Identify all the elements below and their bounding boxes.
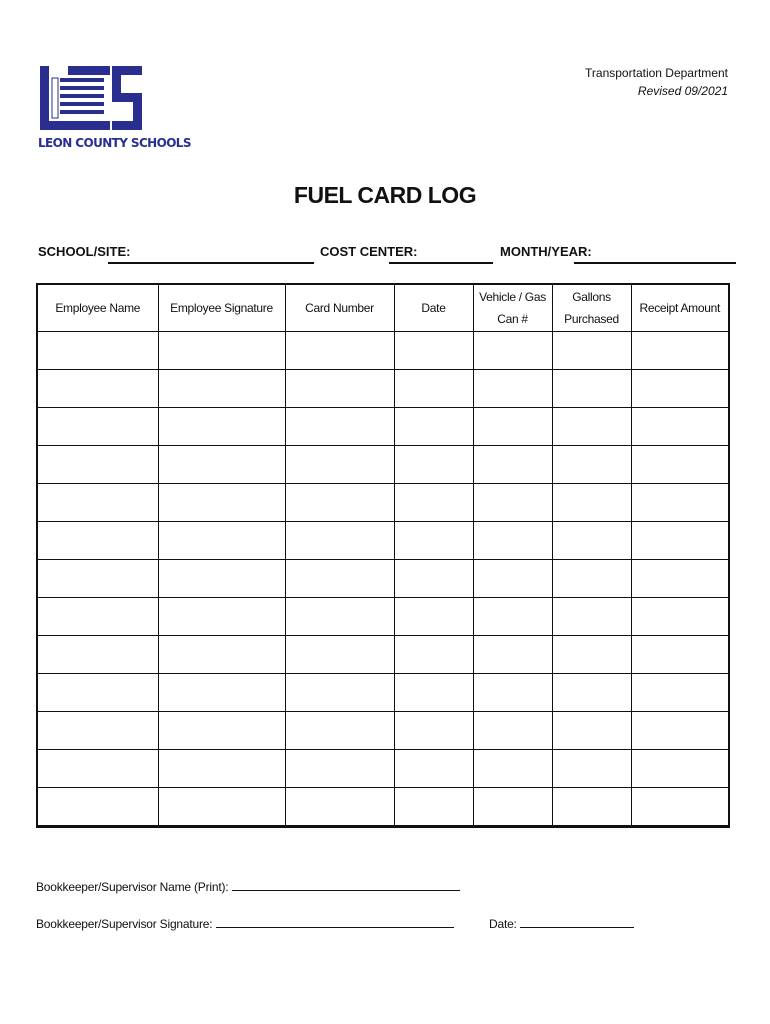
table-cell[interactable]: [37, 408, 158, 446]
table-cell[interactable]: [158, 332, 285, 370]
table-cell[interactable]: [158, 522, 285, 560]
supervisor-signature-line: [36, 917, 454, 931]
supervisor-name-label: Bookkeeper/Supervisor Name (Print):: [36, 880, 229, 894]
month-year-label: MONTH/YEAR:: [500, 244, 592, 259]
leon-county-schools-logo: [38, 64, 191, 152]
table-cell[interactable]: [158, 408, 285, 446]
col-employee-signature: Employee Signature: [158, 284, 285, 332]
table-cell[interactable]: [631, 750, 729, 788]
footer-date-line: [489, 917, 634, 931]
table-cell[interactable]: [473, 408, 552, 446]
table-body: [37, 332, 729, 827]
table-cell[interactable]: [394, 788, 473, 827]
table-cell[interactable]: [285, 370, 394, 408]
fuel-card-log-table: [36, 283, 730, 828]
table-cell[interactable]: [552, 788, 631, 827]
table-cell[interactable]: [631, 712, 729, 750]
cost-center-label: COST CENTER:: [320, 244, 418, 259]
table-cell[interactable]: [473, 522, 552, 560]
table-cell[interactable]: [158, 636, 285, 674]
table-cell[interactable]: [473, 332, 552, 370]
table-cell[interactable]: [285, 408, 394, 446]
table-cell[interactable]: [37, 560, 158, 598]
header-fields: [38, 240, 736, 268]
table-row: [37, 788, 729, 827]
col-employee-name: Employee Name: [37, 284, 158, 332]
table-cell[interactable]: [473, 674, 552, 712]
table-cell[interactable]: [158, 788, 285, 827]
col-date: Date: [394, 284, 473, 332]
table-cell[interactable]: [37, 484, 158, 522]
revision-date: Revised 09/2021: [637, 84, 728, 98]
table-cell[interactable]: [285, 750, 394, 788]
table-cell[interactable]: [285, 598, 394, 636]
table-cell[interactable]: [158, 712, 285, 750]
table-cell[interactable]: [37, 332, 158, 370]
table-cell[interactable]: [37, 674, 158, 712]
table-cell[interactable]: [631, 598, 729, 636]
table-cell[interactable]: [37, 446, 158, 484]
supervisor-name-line: [36, 880, 460, 894]
table-row: [37, 446, 729, 484]
table-row: [37, 560, 729, 598]
table-cell[interactable]: [552, 522, 631, 560]
table-cell[interactable]: [394, 636, 473, 674]
table-cell[interactable]: [37, 636, 158, 674]
table-row: [37, 522, 729, 560]
table-cell[interactable]: [394, 370, 473, 408]
table-cell[interactable]: [158, 560, 285, 598]
table-cell[interactable]: [552, 484, 631, 522]
form-title: FUEL CARD LOG: [293, 182, 477, 208]
supervisor-signature-field[interactable]: [216, 917, 454, 928]
table-cell[interactable]: [473, 788, 552, 827]
table-cell[interactable]: [285, 522, 394, 560]
table-cell[interactable]: [37, 712, 158, 750]
table-cell[interactable]: [158, 370, 285, 408]
table-cell[interactable]: [552, 712, 631, 750]
table-cell[interactable]: [158, 446, 285, 484]
table-cell[interactable]: [552, 750, 631, 788]
footer-date-field[interactable]: [520, 917, 634, 928]
logo-text: LEON COUNTY SCHOOLS: [38, 136, 191, 150]
table-cell[interactable]: [158, 598, 285, 636]
table-cell[interactable]: [631, 484, 729, 522]
col-card-number: Card Number: [285, 284, 394, 332]
table-cell[interactable]: [394, 712, 473, 750]
table-cell[interactable]: [631, 332, 729, 370]
col-gallons-purchased: Gallons Purchased: [552, 284, 631, 332]
table-cell[interactable]: [631, 674, 729, 712]
table-cell[interactable]: [631, 636, 729, 674]
table-row: [37, 484, 729, 522]
table-cell[interactable]: [473, 712, 552, 750]
table-cell[interactable]: [473, 370, 552, 408]
col-vehicle-gas-can: Vehicle / Gas Can #: [473, 284, 552, 332]
table-cell[interactable]: [552, 332, 631, 370]
table-cell[interactable]: [394, 522, 473, 560]
table-cell[interactable]: [394, 560, 473, 598]
supervisor-name-field[interactable]: [232, 880, 460, 891]
table-cell[interactable]: [473, 446, 552, 484]
table-cell[interactable]: [285, 712, 394, 750]
table-cell[interactable]: [631, 370, 729, 408]
table-cell[interactable]: [473, 750, 552, 788]
table-row: [37, 370, 729, 408]
school-site-label: SCHOOL/SITE:: [38, 244, 131, 259]
table-header-row: [37, 284, 729, 332]
table-row: [37, 750, 729, 788]
table-cell[interactable]: [473, 636, 552, 674]
table-cell[interactable]: [285, 332, 394, 370]
table-cell[interactable]: [394, 408, 473, 446]
table-cell[interactable]: [394, 598, 473, 636]
table-cell[interactable]: [285, 484, 394, 522]
table-cell[interactable]: [631, 446, 729, 484]
table-cell[interactable]: [37, 370, 158, 408]
lcs-logo-mark: [38, 64, 144, 134]
table-cell[interactable]: [473, 598, 552, 636]
department-name: Transportation Department: [585, 66, 728, 80]
table-cell[interactable]: [394, 750, 473, 788]
table-cell[interactable]: [285, 560, 394, 598]
table-cell[interactable]: [473, 560, 552, 598]
table-cell[interactable]: [37, 750, 158, 788]
month-year-field[interactable]: [574, 262, 736, 264]
table-cell[interactable]: [37, 788, 158, 827]
table-row: [37, 712, 729, 750]
table-row: [37, 408, 729, 446]
table-cell[interactable]: [552, 636, 631, 674]
table-cell[interactable]: [552, 674, 631, 712]
table-cell[interactable]: [394, 484, 473, 522]
supervisor-signature-label: Bookkeeper/Supervisor Signature:: [36, 917, 213, 931]
table-row: [37, 674, 729, 712]
department-info: [585, 64, 728, 100]
col-receipt-amount: Receipt Amount: [631, 284, 729, 332]
table-cell[interactable]: [158, 484, 285, 522]
table-cell[interactable]: [37, 522, 158, 560]
table-cell[interactable]: [552, 446, 631, 484]
table-cell[interactable]: [631, 522, 729, 560]
table-cell[interactable]: [473, 484, 552, 522]
table-cell[interactable]: [285, 446, 394, 484]
table-cell[interactable]: [394, 332, 473, 370]
table-cell[interactable]: [552, 408, 631, 446]
table-row: [37, 332, 729, 370]
table-cell[interactable]: [552, 370, 631, 408]
table-cell[interactable]: [552, 560, 631, 598]
table-cell[interactable]: [37, 598, 158, 636]
table-cell[interactable]: [285, 788, 394, 827]
table-row: [37, 598, 729, 636]
cost-center-field[interactable]: [389, 262, 493, 264]
table-cell[interactable]: [394, 446, 473, 484]
table-cell[interactable]: [631, 560, 729, 598]
table-cell[interactable]: [158, 674, 285, 712]
school-site-field[interactable]: [108, 262, 314, 264]
table-cell[interactable]: [631, 788, 729, 827]
table-cell[interactable]: [158, 750, 285, 788]
footer-date-label: Date:: [489, 917, 517, 931]
table-cell[interactable]: [552, 598, 631, 636]
table-cell[interactable]: [394, 674, 473, 712]
table-cell[interactable]: [631, 408, 729, 446]
table-cell[interactable]: [285, 636, 394, 674]
table-cell[interactable]: [285, 674, 394, 712]
table-row: [37, 636, 729, 674]
